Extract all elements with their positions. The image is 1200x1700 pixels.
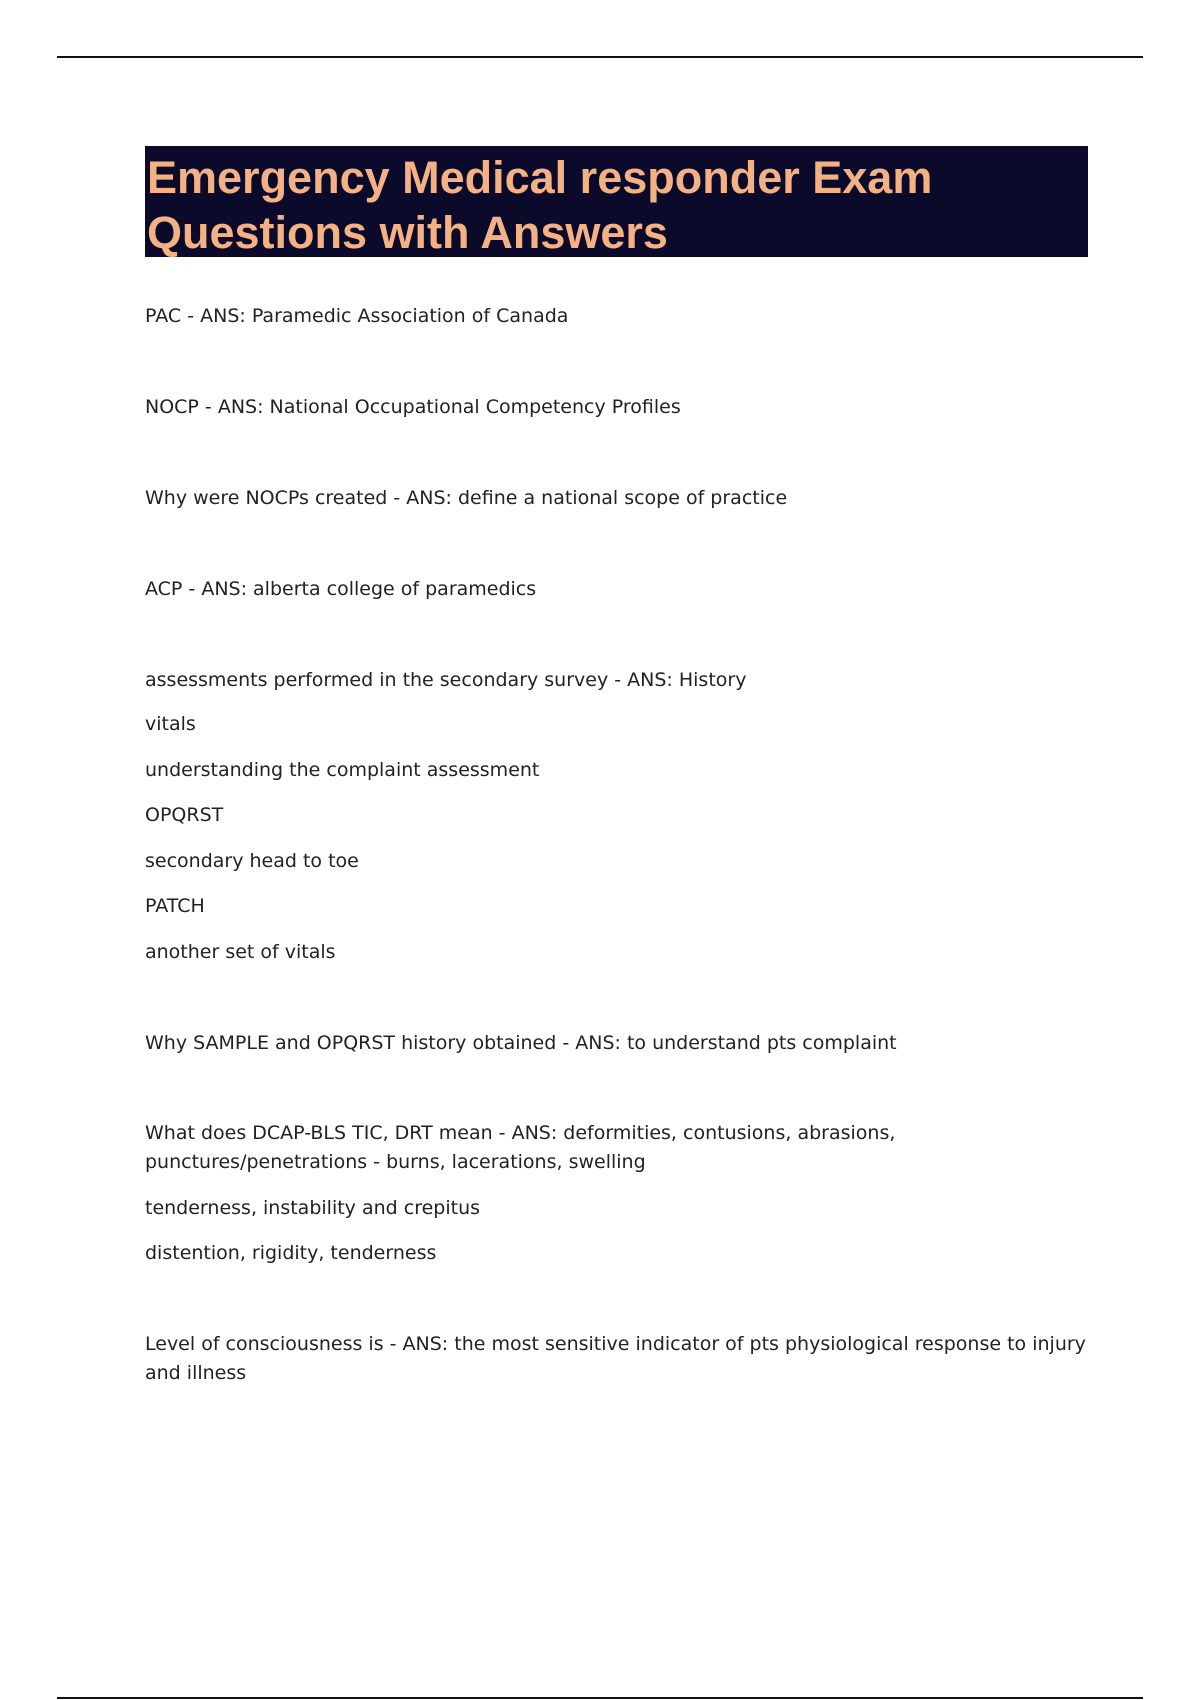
document-title: Emergency Medical responder Exam Questions with Answers xyxy=(147,152,933,258)
qa-entry: Why SAMPLE and OPQRST history obtained - ANS: to understand pts complaint xyxy=(145,1032,897,1054)
qa-answer-line: OPQRST xyxy=(145,804,224,826)
qa-entry: ACP - ANS: alberta college of paramedics xyxy=(145,578,537,600)
qa-answer-line: distention, rigidity, tenderness xyxy=(145,1242,437,1264)
document-title-banner xyxy=(145,146,1088,257)
qa-answer-line: vitals xyxy=(145,713,196,735)
qa-entry: Why were NOCPs created - ANS: define a national scope of practice xyxy=(145,487,788,509)
qa-answer-line: tenderness, instability and crepitus xyxy=(145,1197,481,1219)
qa-answer-line: PATCH xyxy=(145,895,205,917)
qa-answer-line: understanding the complaint assessment xyxy=(145,759,540,781)
qa-answer-line: secondary head to toe xyxy=(145,850,359,872)
qa-entry: NOCP - ANS: National Occupational Competency Profiles xyxy=(145,396,681,418)
qa-entry: assessments performed in the secondary survey - ANS: History xyxy=(145,669,747,691)
qa-entry: What does DCAP-BLS TIC, DRT mean - ANS: deformities, contusions, abrasions, punctures/penetrations - burns, lacerations, swelling xyxy=(145,1122,896,1173)
header-rule xyxy=(57,56,1143,58)
qa-entry: PAC - ANS: Paramedic Association of Canada xyxy=(145,305,569,327)
qa-answer-line: another set of vitals xyxy=(145,941,336,963)
qa-entry: Level of consciousness is - ANS: the most sensitive indicator of pts physiological response to injury and illness xyxy=(145,1333,1086,1384)
footer-rule xyxy=(57,1697,1143,1699)
